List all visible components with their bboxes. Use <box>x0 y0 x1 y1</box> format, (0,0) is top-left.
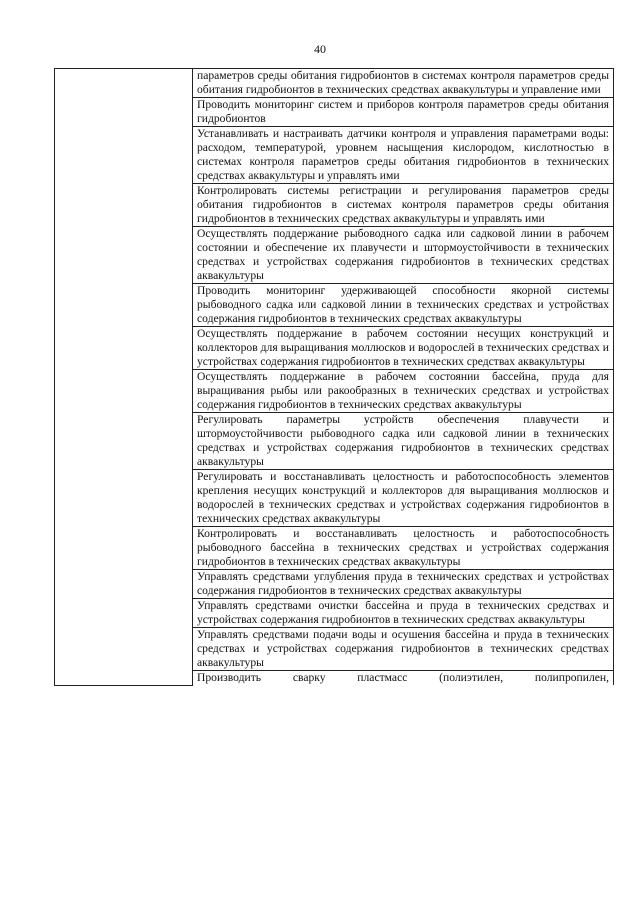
table-cell-text: Осуществлять поддержание в рабочем состоянии бассейна, пруда для выращивания рыбы или ракообразных в технических средствах и устройствах содержания гидробионтов в технических средствах аквакультуры <box>193 370 614 413</box>
table-cell-text: Осуществлять поддержание рыбоводного садка или садковой линии в рабочем состоянии и обеспечение их плавучести и штормоустойчивости в технических средствах и устройствах содержания гидробионтов в технических средствах аквакультуры <box>193 227 614 284</box>
table-cell-text: Устанавливать и настраивать датчики контроля и управления параметрами воды: расходом, температурой, уровнем насыщения кислородом, кислотностью в системах контроля параметров среды обитания гидробионтов в технических средствах аквакультуры и управлять ими <box>193 127 614 184</box>
table-cell-text: Регулировать параметры устройств обеспечения плавучести и штормоустойчивости рыбоводного садка или садковой линии в технических средствах и устройствах содержания гидробионтов в технических средствах аквакультуры <box>193 413 614 470</box>
page-number: 40 <box>314 42 326 56</box>
empty-left-column-cell <box>55 69 193 686</box>
table-cell-text: параметров среды обитания гидробионтов в системах контроля параметров среды обитания гидробионтов в технических средствах аквакультуры и управление ими <box>193 69 614 98</box>
table-cell-text: Контролировать и восстанавливать целостность и работоспособность рыбоводного бассейна в технических средствах и устройствах содержания гидробионтов в технических средствах аквакультуры <box>193 527 614 570</box>
table-cell-text: Проводить мониторинг удерживающей способности якорной системы рыбоводного садка или садковой линии в технических средствах и устройствах содержания гидробионтов в технических средствах аквакультуры <box>193 284 614 327</box>
table-row <box>55 69 614 98</box>
competency-table <box>54 68 614 686</box>
table-cell-text: Регулировать и восстанавливать целостность и работоспособность элементов крепления несущих конструкций и коллекторов для выращивания моллюсков и водорослей в технических средствах и устройствах содержания гидробионтов в технических средствах аквакультуры <box>193 470 614 527</box>
table-cell-text: Осуществлять поддержание в рабочем состоянии несущих конструкций и коллекторов для выращивания моллюсков и водорослей в технических средствах и устройствах содержания гидробионтов в технических средствах аквакультуры <box>193 327 614 370</box>
table-cell-text: Производить сварку пластмасс (полиэтилен, полипропилен, <box>193 671 614 686</box>
table-cell-text: Управлять средствами углубления пруда в технических средствах и устройствах содержания гидробионтов в технических средствах аквакультуры <box>193 570 614 599</box>
table-cell-text: Контролировать системы регистрации и регулирования параметров среды обитания гидробионтов в системах контроля параметров среды обитания гидробионтов в технических средствах аквакультуры и управлять ими <box>193 184 614 227</box>
table-cell-text: Проводить мониторинг систем и приборов контроля параметров среды обитания гидробионтов <box>193 98 614 127</box>
table-cell-text: Управлять средствами подачи воды и осушения бассейна и пруда в технических средствах и устройствах содержания гидробионтов в технических средствах аквакультуры <box>193 628 614 671</box>
table-cell-text: Управлять средствами очистки бассейна и пруда в технических средствах и устройствах содержания гидробионтов в технических средствах аквакультуры <box>193 599 614 628</box>
